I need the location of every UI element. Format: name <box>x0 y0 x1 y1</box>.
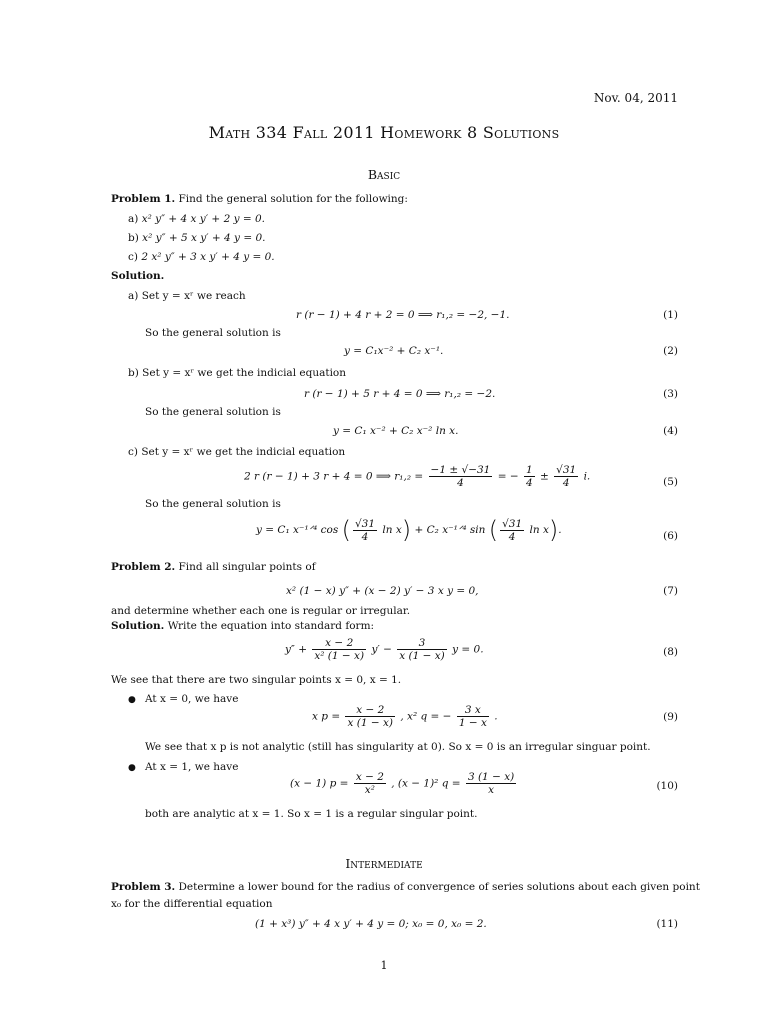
equation-3-number: (3) <box>663 388 678 400</box>
fraction: $\frac{3}{x (1 - x)}$ <box>399 637 445 662</box>
equation-4-number: (4) <box>663 425 678 437</box>
equation-9-number: (9) <box>663 711 678 723</box>
fraction: $\frac{1}{4}$ <box>525 464 533 489</box>
document-title: Math 334 Fall 2011 Homework 8 Solutions <box>208 123 560 142</box>
item-equation: x² y″ + 4 x y′ + 2 y = 0. <box>141 213 266 225</box>
fraction: $\frac{√31}{4}$ <box>354 517 376 543</box>
fraction: $\frac{-1 \pm √-31}{4}$ <box>430 464 491 489</box>
equation-5-number: (5) <box>663 476 678 488</box>
equation-6: y = C₁ x⁻¹ᐟ⁴ cos ( $\frac{√31}{4}$ ln x) + C₂ x⁻¹ᐟ⁴ sin ( $\frac{√31}{4}$ ln x). <box>256 516 562 544</box>
equation-11-number: (11) <box>656 918 678 930</box>
item-equation: x² y″ + 5 x y′ + 4 y = 0. <box>142 232 266 244</box>
fraction: $\frac{x - 2}{\text{x² (1 − x)}}$ <box>314 637 365 662</box>
solution-1b-intro: b) Set y = xʳ we get the indicial equation <box>128 367 347 379</box>
fraction: $\frac{3 x}{1 - x}$ <box>458 704 487 729</box>
fraction: $\frac{√31}{4}$ <box>502 517 523 543</box>
problem-1-item-b <box>128 232 265 244</box>
problem-1-text: Find the general solution for the following: <box>178 193 408 205</box>
problem-1-label: Problem 1. <box>111 193 176 205</box>
equation-1: r (r − 1) + 4 r + 2 = 0 ⟹ r₁,₂ = −2, −1. <box>296 309 510 321</box>
equation-10-number: (10) <box>656 780 678 792</box>
general-solution-text-b: So the general solution is <box>145 406 281 418</box>
fraction: $\frac{x - 2}{x (1 - x)}$ <box>347 704 393 729</box>
problem-1 <box>111 193 408 205</box>
bullet-2-text: At x = 1, we have <box>145 761 239 773</box>
two-singular-points: We see that there are two singular points x = 0, x = 1. <box>111 674 402 686</box>
item-tag: a) <box>128 213 139 225</box>
equation-4: y = C₁ x⁻² + C₂ x⁻² ln x. <box>333 425 459 437</box>
equation-5: 2 r (r − 1) + 3 r + 4 = 0 ⟹ r₁,₂ = $\frac{-1 \pm √-31}{4}$ = − $\frac{1}{4}$ ± $\frac{√31}{4}$ i. <box>244 464 591 489</box>
problem-2: Problem 2. Find all singular points of <box>111 561 316 573</box>
problem-1-item-c <box>128 251 275 263</box>
page-number: 1 <box>380 959 388 972</box>
bullet-1-after: We see that x p is not analytic (still has singularity at 0). So x = 0 is an irregular singuar point. <box>145 741 651 753</box>
problem-3: Problem 3. Determine a lower bound for the radius of convergence of series solutions about each given point <box>111 881 700 893</box>
equation-7: x² (1 − x) y″ + (x − 2) y′ − 3 x y = 0, <box>286 585 479 597</box>
fraction: $\frac{√31}{4}$ <box>556 464 577 489</box>
section-basic: Basic <box>367 167 401 182</box>
equation-8-number: (8) <box>663 646 678 658</box>
solution-1c-intro: c) Set y = xʳ we get the indicial equation <box>128 446 346 458</box>
item-tag: b) <box>128 232 139 244</box>
problem-2-after: and determine whether each one is regular or irregular. <box>111 605 411 617</box>
equation-10: (x − 1) p = $\frac{x - 2}{\text{x²}}$ , (x − 1)² q = $\frac{3 (1 - x)}{x}$ <box>290 771 515 796</box>
solution-2: Solution. Write the equation into standard form: <box>111 620 375 632</box>
item-equation: 2 x² y″ + 3 x y′ + 4 y = 0. <box>141 251 275 263</box>
general-solution-text-a: So the general solution is <box>145 327 281 339</box>
fraction: $\frac{x - 2}{\text{x²}}$ <box>355 771 384 796</box>
equation-2-number: (2) <box>663 345 678 357</box>
equation-1-number: (1) <box>663 309 678 321</box>
general-solution-text-c: So the general solution is <box>145 498 281 510</box>
bullet-icon: ● <box>128 763 136 773</box>
bullet-1-text: At x = 0, we have <box>145 693 239 705</box>
bullet-icon: ● <box>128 695 136 705</box>
problem-1-item-a <box>128 213 265 225</box>
solution-1-label: Solution. <box>111 270 165 282</box>
bullet-2-after: both are analytic at x = 1. So x = 1 is a regular singular point. <box>145 808 478 820</box>
fraction: $\frac{3 (1 - x)}{x}$ <box>467 771 515 796</box>
equation-3: r (r − 1) + 5 r + 4 = 0 ⟹ r₁,₂ = −2. <box>304 388 496 400</box>
item-tag: c) <box>128 251 138 263</box>
equation-11: (1 + x³) y″ + 4 x y′ + 4 y = 0; x₀ = 0, x₀ = 2. <box>255 918 487 930</box>
equation-9: x p = $\frac{x - 2}{x (1 - x)}$ , x² q = − $\frac{3 x}{1 - x}$ . <box>312 704 498 729</box>
equation-8: y″ + $\frac{x - 2}{\text{x² (1 − x)}}$ y′ − $\frac{3}{x (1 - x)}$ y = 0. <box>285 637 484 662</box>
equation-7-number: (7) <box>663 585 678 597</box>
section-intermediate: Intermediate <box>345 856 423 871</box>
equation-6-number: (6) <box>663 530 678 542</box>
date: Nov. 04, 2011 <box>593 91 678 105</box>
equation-2: y = C₁x⁻² + C₂ x⁻¹. <box>344 345 444 357</box>
problem-3-text-2: x₀ for the differential equation <box>111 898 273 910</box>
solution-1a-intro: a) Set y = xʳ we reach <box>128 290 246 302</box>
